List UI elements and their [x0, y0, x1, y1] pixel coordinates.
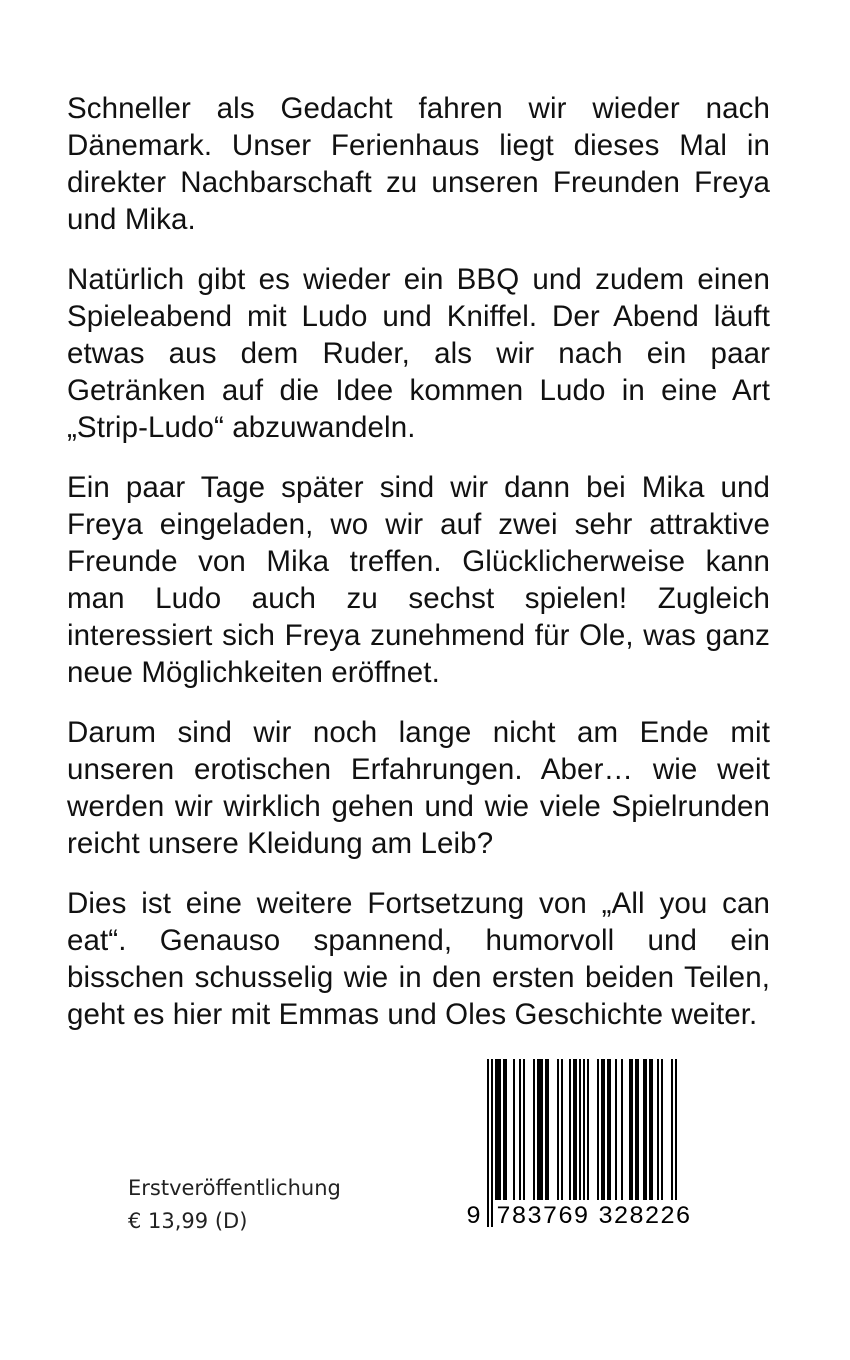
- barcode-bar-24: [643, 1059, 647, 1205]
- blurb-paragraph-2: Natürlich gibt es wieder ein BBQ und zudem einen Spieleabend mit Ludo und Kniffel. Der Abend läuft etwas aus dem Ruder, als wir nach ein paar Getränken auf die Idee kommen Ludo in eine Art „Strip-Ludo“ abzuwandeln.: [67, 263, 770, 444]
- blurb-paragraph-4: Darum sind wir noch lange nicht am Ende mit unseren erotischen Erfahrungen. Aber… wie weit werden wir wirklich gehen und wie viele Spielrunden reicht unsere Kleidung am Leib?: [67, 716, 770, 860]
- barcode-bar-12: [569, 1059, 571, 1205]
- barcode-bar-4: [513, 1059, 515, 1205]
- isbn-first-digit: 9: [465, 1200, 482, 1234]
- barcode-bar-21: [621, 1059, 623, 1205]
- barcode-bar-5: [519, 1059, 521, 1205]
- barcode-bar-25: [649, 1059, 653, 1205]
- barcode-bar-17: [597, 1059, 599, 1205]
- barcode-bar-13: [573, 1059, 577, 1205]
- blurb-paragraph-3: Ein paar Tage später sind wir dann bei Mika und Freya eingeladen, wo wir auf zwei sehr attraktive Freunde von Mika treffen. Glücklicherweise kann man Ludo auch zu sechst spielen! Zugleich interessiert sich Freya zunehmend für Ole, was ganz neue Möglichkeiten eröffnet.: [67, 471, 770, 689]
- isbn-left-group: 783769: [495, 1200, 590, 1234]
- barcode-bar-10: [557, 1059, 559, 1205]
- price-label: € 13,99 (D): [128, 1209, 248, 1233]
- barcode-bar-22: [629, 1059, 633, 1205]
- barcode-bar-18: [601, 1059, 605, 1205]
- barcode-bar-7: [533, 1059, 535, 1205]
- barcode-bar-26: [657, 1059, 659, 1205]
- isbn-right-group: 328226: [597, 1200, 692, 1234]
- barcode-bar-9: [545, 1059, 549, 1205]
- edition-label: Erstveröffentlichung: [128, 1176, 341, 1200]
- blurb-paragraph-5: Dies ist eine weitere Fortsetzung von „All you can eat“. Genauso spannend, humorvoll und ein bisschen schusselig wie in den ersten beiden Teilen, geht es hier mit Emmas und Oles Geschichte weiter.: [67, 887, 770, 1031]
- barcode-bar-20: [615, 1059, 617, 1205]
- barcode-bar-6: [523, 1059, 525, 1205]
- blurb: [67, 90, 770, 1056]
- barcode-bar-27: [661, 1059, 663, 1205]
- barcode-bar-8: [537, 1059, 543, 1205]
- isbn-barcode: [463, 1053, 701, 1243]
- barcode-bar-19: [607, 1059, 611, 1205]
- blurb-paragraph-1: Schneller als Gedacht fahren wir wieder nach Dänemark. Unser Ferienhaus liegt dieses Mal in direkter Nachbarschaft zu unseren Freunden Freya und Mika.: [67, 92, 770, 236]
- publication-info: [128, 1172, 341, 1238]
- barcode-bar-3: [503, 1059, 507, 1205]
- barcode-bar-16: [587, 1059, 589, 1205]
- isbn-digits: [463, 1200, 701, 1234]
- barcode-bar-11: [561, 1059, 563, 1205]
- barcode-bar-23: [635, 1059, 639, 1205]
- barcode-bar-2: [495, 1059, 501, 1205]
